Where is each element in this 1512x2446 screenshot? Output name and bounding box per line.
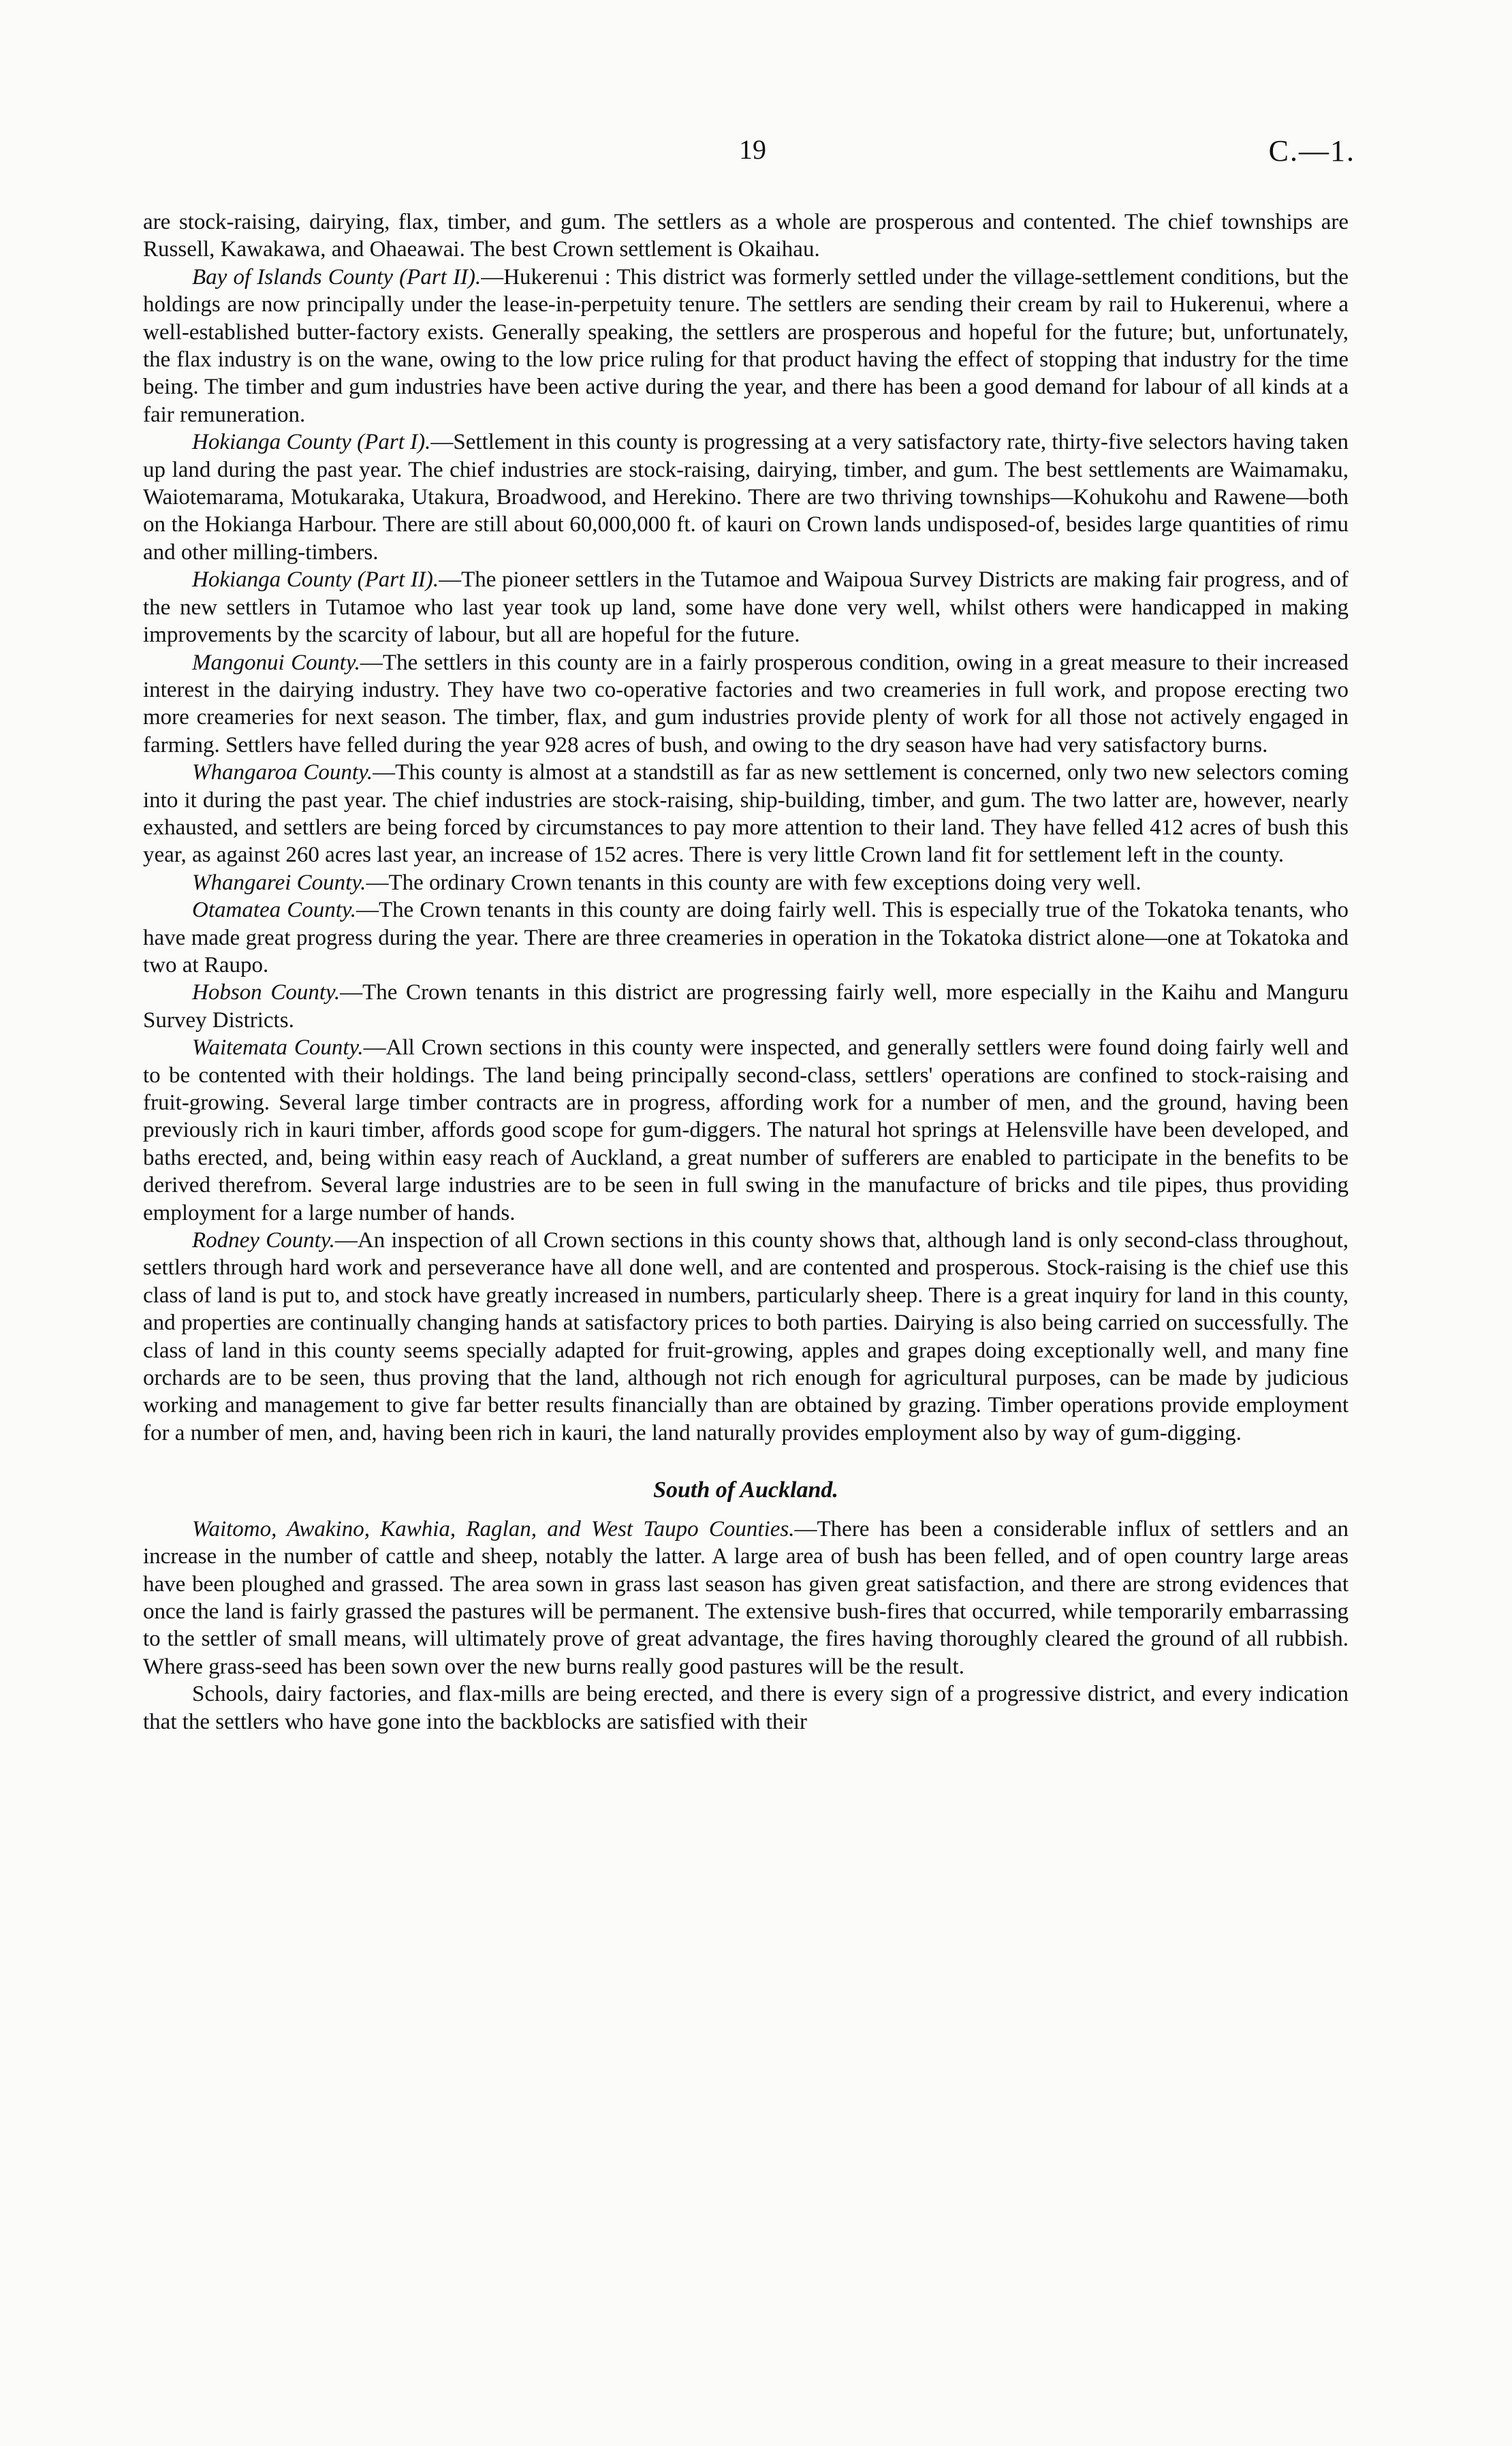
paragraph bbox=[143, 649, 1349, 759]
paragraph-text: —The ordinary Crown tenants in this county are with few exceptions doing very well. bbox=[366, 870, 1141, 895]
county-lead: Whangaroa County. bbox=[192, 760, 373, 785]
section-heading: South of Auckland. bbox=[653, 1477, 838, 1503]
county-lead: Hokianga County (Part I). bbox=[192, 430, 431, 455]
paragraph-text: —This county is almost at a standstill as far as new settlement is concerned, only two new selectors coming into it during the past year. The chief industries are stock-raising, ship-building, timber, and gum. The two latter are, however, nearly exhausted, and settlers are being forced by circumstances to pay more attention to their land. They have felled 412 acres of bush this year, as against 260 acres last year, an increase of 152 acres. There is very little Crown land fit for settlement left in the county. bbox=[143, 760, 1349, 868]
paragraph bbox=[143, 759, 1349, 869]
paragraph-text: —All Crown sections in this county were inspected, and generally settlers were found doing fairly well and to be contented with their holdings. The land being principally second-class, settlers' operations are confined to stock-raising and fruit-growing. Several large timber contracts are in progress, affording work for a number of men, and the ground, having been previously rich in kauri timber, affords good scope for gum-diggers. The natural hot springs at Helensville have been developed, and baths erected, and, being within easy reach of Auckland, a great number of sufferers are enabled to participate in the benefits to be derived therefrom. Several large industries are to be seen in full swing in the manufacture of bricks and tile pipes, thus providing employment for a large number of hands. bbox=[143, 1035, 1349, 1225]
county-lead: Waitemata County. bbox=[192, 1035, 364, 1061]
paragraph-text: —The Crown tenants in this district are progressing fairly well, more especially in the Kaihu and Manguru Survey Districts. bbox=[143, 980, 1349, 1033]
paragraph bbox=[143, 1227, 1349, 1447]
page-number: 19 bbox=[739, 134, 766, 165]
county-lead: Bay of Islands County (Part II). bbox=[192, 264, 482, 289]
paragraph-text: —The Crown tenants in this county are doing fairly well. This is especially true of the Tokatoka tenants, who have made great progress during the year. There are three creameries in operation in the Tokatoka district alone—one at Tokatoka and two at Raupo. bbox=[143, 898, 1349, 977]
county-lead: Whangarei County. bbox=[192, 870, 366, 895]
county-lead: Rodney County. bbox=[192, 1228, 335, 1253]
paragraph-text: —The settlers in this county are in a fairly prosperous condition, owing in a great measure to their increased interest in the dairying industry. They have two co-operative factories and two creameries in full work, and propose erecting two more creameries for next season. The timber, flax, and gum industries provide plenty of work for all those not actively engaged in farming. Settlers have felled during the year 928 acres of bush, and owing to the dry season have had very satisfactory burns. bbox=[143, 650, 1349, 757]
paragraph bbox=[143, 869, 1349, 896]
paragraph bbox=[143, 428, 1349, 566]
paragraph bbox=[143, 1680, 1349, 1736]
paragraph-text: —Settlement in this county is progressing at a very satisfactory rate, thirty-five selectors having taken up land during the past year. The chief industries are stock-raising, dairying, timber, and gum. The best settlements are Waimamaku, Waiotemarama, Motukaraka, Utakura, Broadwood, and Herekino. There are two thriving townships—Kohukohu and Rawene—both on the Hokianga Harbour. There are still about 60,000,000 ft. of kauri on Crown lands undisposed-of, besides large quantities of rimu and other milling-timbers. bbox=[143, 430, 1349, 565]
paragraph-text: Schools, dairy factories, and flax-mills are being erected, and there is every sign of a progressive district, and every indication that the settlers who have gone into the backblocks are satisfied with their bbox=[143, 1682, 1349, 1734]
paragraph-text: —An inspection of all Crown sections in this county shows that, although land is only second-class throughout, settlers through hard work and perseverance have all done well, and are contented and prosperous. Stock-raising is the chief use this class of land is put to, and stock have greatly increased in numbers, particularly sheep. There is a great inquiry for land in this county, and properties are continually changing hands at satisfactory prices to both parties. Dairying is also being carried on successfully. The class of land in this county seems specially adapted for fruit-growing, apples and grapes doing exceptionally well, and many fine orchards are to be seen, thus proving that the land, although not rich enough for agricultural purposes, can be made by judicious working and management to give far better results financially than are obtained by grazing. Timber operations provide employment for a number of men, and, having been rich in kauri, the land naturally provides employment also by way of gum-digging. bbox=[143, 1228, 1349, 1445]
paragraph-text: —Hukerenui : This district was formerly settled under the village-settlement conditions, but the holdings are now principally under the lease-in-perpetuity tenure. The settlers are sending their cream by rail to Hukerenui, where a well-established butter-factory exists. Generally speaking, the settlers are prosperous and hopeful for the future; but, unfortunately, the flax industry is on the wane, owing to the low price ruling for that product having the effect of stopping that industry for the time being. The timber and gum industries have been active during the year, and there has been a good demand for labour of all kinds at a fair remuneration. bbox=[143, 264, 1349, 427]
paper-code: C.—1. bbox=[1268, 134, 1355, 168]
paragraph bbox=[143, 1034, 1349, 1227]
paragraph bbox=[143, 566, 1349, 648]
paragraph bbox=[143, 208, 1349, 264]
county-lead: Otamatea County. bbox=[192, 898, 356, 923]
county-lead: Hokianga County (Part II). bbox=[192, 567, 439, 593]
paragraph-text: —The pioneer settlers in the Tutamoe and Waipoua Survey Districts are making fair progress, and of the new settlers in Tutamoe who last year took up land, some have done very well, whilst others were handicapped in making improvements by the scarcity of labour, but all are hopeful for the future. bbox=[143, 567, 1349, 648]
paragraph bbox=[143, 264, 1349, 428]
body-text bbox=[143, 208, 1349, 1736]
paragraph bbox=[143, 979, 1349, 1034]
county-lead: Mangonui County. bbox=[192, 650, 360, 675]
paragraph bbox=[143, 896, 1349, 979]
paragraph-text: are stock-raising, dairying, flax, timber, and gum. The settlers as a whole are prosperous and contented. The chief townships are Russell, Kawakawa, and Ohaeawai. The best Crown settlement is Okaihau. bbox=[143, 210, 1349, 262]
page-header bbox=[0, 134, 1512, 174]
paragraph bbox=[143, 1516, 1349, 1680]
county-lead: Hobson County. bbox=[192, 980, 341, 1005]
paragraph-text: —There has been a considerable influx of settlers and an increase in the number of cattle and sheep, notably the latter. A large area of bush has been felled, and of open country large areas have been ploughed and grassed. The area sown in grass last season has given great satisfaction, and there are strong evidences that once the land is fairly grassed the pastures will be permanent. The extensive bush-fires that occurred, while temporarily embarrassing to the settler of small means, will ultimately prove of great advantage, the fires having thoroughly cleared the ground of all rubbish. Where grass-seed has been sown over the new burns really good pastures will be the result. bbox=[143, 1516, 1349, 1679]
county-lead: Waitomo, Awakino, Kawhia, Raglan, and West Taupo Counties. bbox=[192, 1516, 795, 1541]
